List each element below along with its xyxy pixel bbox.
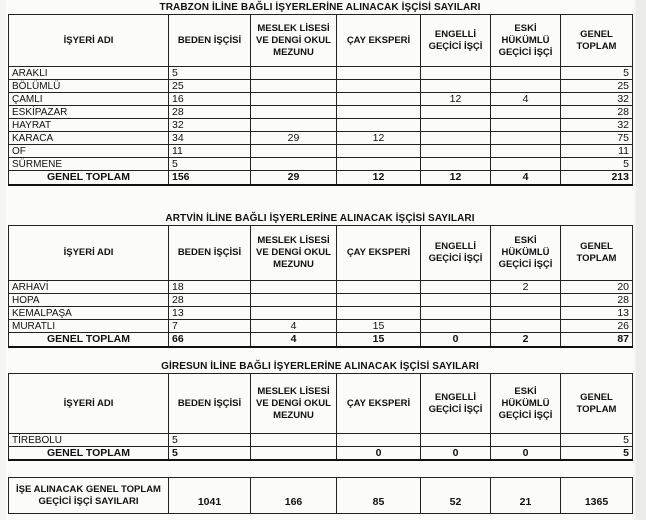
header-beden: BEDEN İŞÇİSİ [169,15,251,67]
grand-total-row [9,478,633,514]
header-meslek: MESLEK LİSESİ VE DENGİ OKUL MEZUNU [251,15,337,67]
artvin-table [8,225,633,348]
grand-genel: 1365 [561,478,633,514]
cell-meslek [251,106,337,119]
cell-meslek [251,294,337,307]
cell-cay [337,93,421,106]
cell-eski [491,158,561,171]
table-row [9,67,633,80]
cell-eski [491,294,561,307]
cell-meslek [251,67,337,80]
header-beden: BEDEN İŞÇİSİ [169,226,251,281]
header-beden: BEDEN İŞÇİSİ [169,374,251,434]
cell-engelli [421,132,491,145]
cell-engelli [421,281,491,294]
total-cay: 15 [337,333,421,347]
trabzon-table [8,14,633,186]
total-meslek: 4 [251,333,337,347]
total-cay: 12 [337,171,421,185]
cell-meslek [251,145,337,158]
cell-genel: 5 [561,434,633,447]
isyeri-name: TİREBOLU [9,434,169,447]
table-row [9,132,633,145]
header-isyeri: İŞYERİ ADI [9,15,169,67]
total-meslek: 29 [251,171,337,185]
table-row [9,294,633,307]
cell-cay [337,294,421,307]
header-engelli: ENGELLİ GEÇİCİ İŞÇİ [421,15,491,67]
isyeri-name: ARHAVİ [9,281,169,294]
cell-genel: 28 [561,294,633,307]
cell-eski [491,307,561,320]
table-row [9,106,633,119]
total-eski: 2 [491,333,561,347]
total-label: GENEL TOPLAM [9,447,169,461]
isyeri-name: KARACA [9,132,169,145]
isyeri-name: MURATLI [9,320,169,333]
isyeri-name: ARAKLI [9,67,169,80]
cell-engelli [421,67,491,80]
cell-engelli: 12 [421,93,491,106]
cell-genel: 20 [561,281,633,294]
cell-eski [491,434,561,447]
page-edge [636,0,646,520]
isyeri-name: ESKİPAZAR [9,106,169,119]
cell-engelli [421,294,491,307]
cell-beden: 28 [169,294,251,307]
isyeri-name: ÇAMLI [9,93,169,106]
cell-cay [337,281,421,294]
header-cay: ÇAY EKSPERİ [337,374,421,434]
cell-cay [337,106,421,119]
total-engelli: 0 [421,447,491,461]
cell-genel: 5 [561,67,633,80]
cell-genel: 75 [561,132,633,145]
artvin-title: ARTVİN İLİNE BAĞLI İŞYERLERİNE ALINACAK İŞÇİSİ SAYILARI [165,213,475,224]
cell-genel: 26 [561,320,633,333]
header-engelli: ENGELLİ GEÇİCİ İŞÇİ [421,374,491,434]
total-engelli: 0 [421,333,491,347]
cell-meslek [251,119,337,132]
grand-total-table [8,477,633,514]
cell-meslek [251,158,337,171]
cell-beden: 5 [169,158,251,171]
total-row [9,447,633,461]
total-label: GENEL TOPLAM [9,333,169,347]
cell-genel: 5 [561,158,633,171]
table-row [9,80,633,93]
grand-engelli: 52 [421,478,491,514]
grand-eski: 21 [491,478,561,514]
cell-meslek [251,93,337,106]
cell-cay [337,67,421,80]
cell-beden: 5 [169,434,251,447]
table-row [9,119,633,132]
cell-genel: 32 [561,93,633,106]
header-genel: GENEL TOPLAM [561,374,633,434]
cell-beden: 32 [169,119,251,132]
cell-meslek: 4 [251,320,337,333]
isyeri-name: OF [9,145,169,158]
header-isyeri: İŞYERİ ADI [9,374,169,434]
header-eski: ESKİ HÜKÜMLÜ GEÇİCİ İŞÇİ [491,374,561,434]
cell-genel: 28 [561,106,633,119]
cell-cay [337,80,421,93]
total-beden: 66 [169,333,251,347]
isyeri-name: HAYRAT [9,119,169,132]
cell-meslek [251,80,337,93]
cell-eski: 2 [491,281,561,294]
header-meslek: MESLEK LİSESİ VE DENGİ OKUL MEZUNU [251,226,337,281]
cell-cay [337,434,421,447]
cell-cay [337,158,421,171]
cell-genel: 13 [561,307,633,320]
cell-beden: 16 [169,93,251,106]
cell-beden: 13 [169,307,251,320]
cell-meslek [251,434,337,447]
cell-engelli [421,158,491,171]
cell-cay [337,307,421,320]
cell-engelli [421,320,491,333]
cell-engelli [421,119,491,132]
grand-total-label: İŞE ALINACAK GENEL TOPLAM GEÇİCİ İŞÇİ SAYILARI [9,478,169,514]
trabzon-title: TRABZON İLİNE BAĞLI İŞYERLERİNE ALINACAK İŞÇİSİ SAYILARI [159,2,481,13]
total-genel: 5 [561,447,633,461]
header-meslek: MESLEK LİSESİ VE DENGİ OKUL MEZUNU [251,374,337,434]
cell-eski [491,106,561,119]
total-eski: 4 [491,171,561,185]
cell-cay [337,119,421,132]
cell-beden: 34 [169,132,251,145]
cell-engelli [421,80,491,93]
cell-beden: 7 [169,320,251,333]
isyeri-name: HOPA [9,294,169,307]
total-row [9,171,633,185]
header-cay: ÇAY EKSPERİ [337,15,421,67]
header-genel: GENEL TOPLAM [561,226,633,281]
table-row [9,307,633,320]
total-engelli: 12 [421,171,491,185]
total-beden: 5 [169,447,251,461]
header-genel: GENEL TOPLAM [561,15,633,67]
cell-meslek [251,281,337,294]
table-row [9,93,633,106]
cell-eski [491,320,561,333]
table-row [9,434,633,447]
cell-cay: 15 [337,320,421,333]
cell-beden: 5 [169,67,251,80]
total-beden: 156 [169,171,251,185]
header-eski: ESKİ HÜKÜMLÜ GEÇİCİ İŞÇİ [491,226,561,281]
table-row [9,145,633,158]
giresun-title: GİRESUN İLİNE BAĞLI İŞYERLERİNE ALINACAK İŞÇİSİ SAYILARI [161,361,479,372]
header-cay: ÇAY EKSPERİ [337,226,421,281]
cell-eski [491,80,561,93]
cell-engelli [421,106,491,119]
header-isyeri: İŞYERİ ADI [9,226,169,281]
cell-meslek: 29 [251,132,337,145]
table-row [9,158,633,171]
isyeri-name: KEMALPAŞA [9,307,169,320]
cell-engelli [421,145,491,158]
giresun-table [8,373,633,461]
cell-engelli [421,307,491,320]
cell-genel: 11 [561,145,633,158]
total-eski: 0 [491,447,561,461]
cell-eski [491,132,561,145]
header-eski: ESKİ HÜKÜMLÜ GEÇİCİ İŞÇİ [491,15,561,67]
cell-genel: 25 [561,80,633,93]
cell-engelli [421,434,491,447]
total-genel: 87 [561,333,633,347]
cell-eski: 4 [491,93,561,106]
grand-beden: 1041 [169,478,251,514]
header-row [9,15,633,67]
total-cay: 0 [337,447,421,461]
total-meslek [251,447,337,461]
isyeri-name: SÜRMENE [9,158,169,171]
total-row [9,333,633,347]
cell-beden: 11 [169,145,251,158]
cell-beden: 18 [169,281,251,294]
cell-meslek [251,307,337,320]
cell-eski [491,67,561,80]
table-row [9,320,633,333]
cell-beden: 25 [169,80,251,93]
cell-eski [491,119,561,132]
header-row [9,226,633,281]
cell-cay [337,145,421,158]
cell-eski [491,145,561,158]
cell-beden: 28 [169,106,251,119]
table-row [9,281,633,294]
total-genel: 213 [561,171,633,185]
cell-genel: 32 [561,119,633,132]
cell-cay: 12 [337,132,421,145]
header-row [9,374,633,434]
isyeri-name: BÖLÜMLÜ [9,80,169,93]
total-label: GENEL TOPLAM [9,171,169,185]
grand-cay: 85 [337,478,421,514]
header-engelli: ENGELLİ GEÇİCİ İŞÇİ [421,226,491,281]
grand-meslek: 166 [251,478,337,514]
